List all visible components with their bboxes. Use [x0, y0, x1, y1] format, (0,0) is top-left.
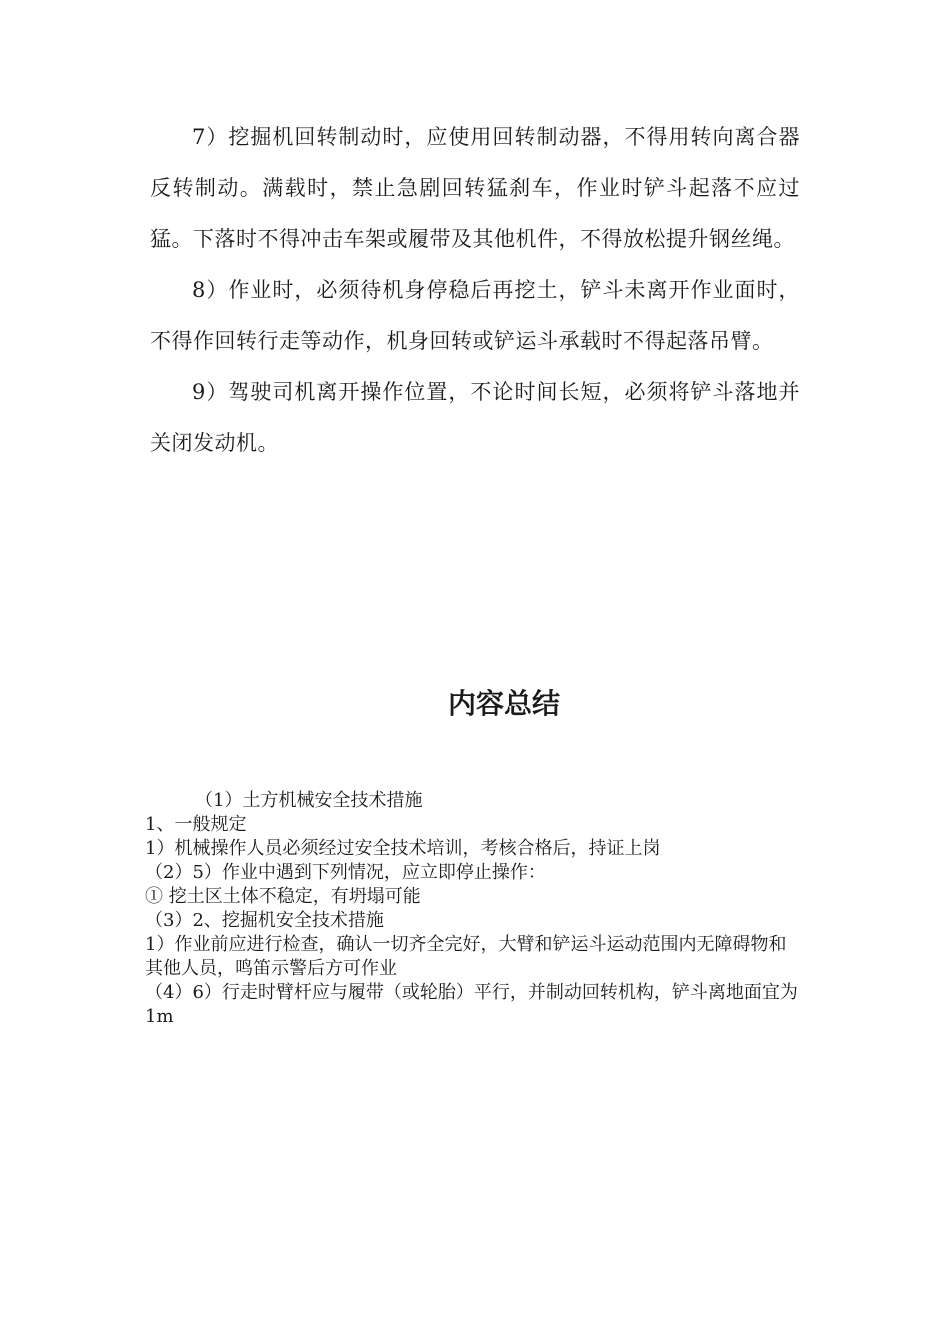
summary-title: 内容总结: [447, 687, 560, 720]
summary-line: （3）2、挖掘机安全技术措施: [145, 910, 384, 931]
summary-line: ① 挖土区土体不稳定，有坍塌可能: [145, 886, 421, 907]
summary-section: [145, 789, 800, 1029]
summary-line: 1）作业前应进行检查，确认一切齐全完好，大臂和铲运斗运动范围内无障碍物和其他人员，鸣笛示警后方可作业: [145, 934, 787, 979]
body-section: [150, 112, 800, 469]
summary-line: （2）5）作业中遇到下列情况，应立即停止操作：: [145, 862, 546, 883]
summary-line: 1、一般规定: [145, 814, 247, 835]
paragraph-7: 7）挖掘机回转制动时，应使用回转制动器，不得用转向离合器反转制动。满载时，禁止急剧回转猛刹车，作业时铲斗起落不应过猛。下落时不得冲击车架或履带及其他机件，不得放松提升钢丝绳。: [150, 125, 800, 251]
summary-line: （4）6）行走时臂杆应与履带（或轮胎）平行，并制动回转机构，铲斗离地面宜为 1m: [145, 982, 798, 1027]
summary-line: （1）土方机械安全技术措施: [195, 790, 423, 811]
paragraph-8: 8）作业时，必须待机身停稳后再挖土，铲斗未离开作业面时，不得作回转行走等动作，机身回转或铲运斗承载时不得起落吊臂。: [150, 278, 800, 353]
summary-line: 1）机械操作人员必须经过安全技术培训，考核合格后，持证上岗: [145, 838, 661, 859]
paragraph-9: 9）驾驶司机离开操作位置，不论时间长短，必须将铲斗落地并关闭发动机。: [150, 380, 800, 455]
